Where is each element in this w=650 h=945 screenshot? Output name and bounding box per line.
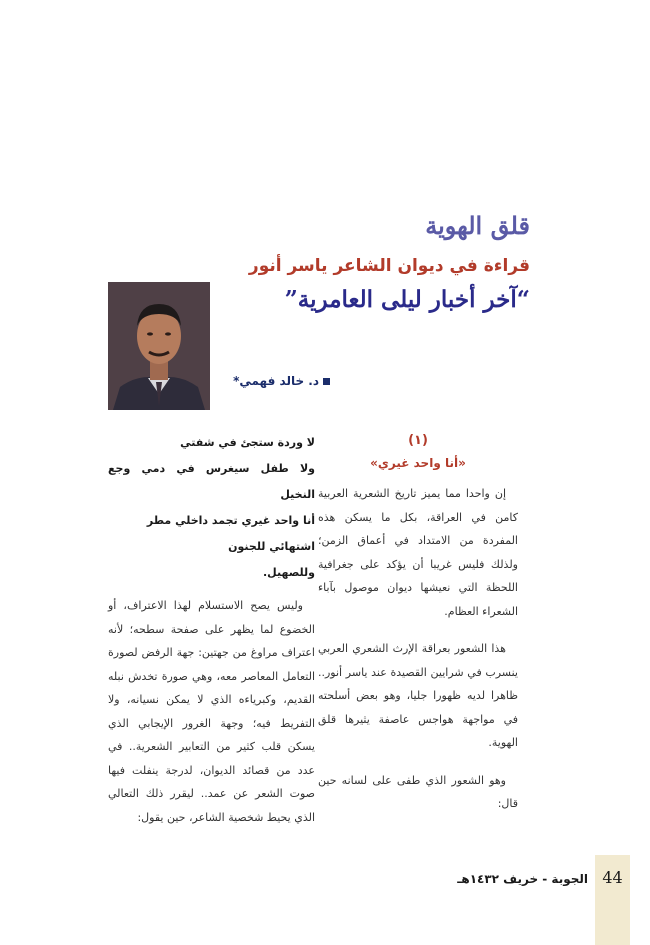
section-number: (١)	[408, 433, 428, 448]
author-name: د. خالد فهمي*	[233, 374, 319, 388]
right-column	[318, 430, 518, 830]
paragraph: هذا الشعور بعراقة الإرث الشعري العربي ينسرب في شرايين القصيدة عند ياسر أنور.. ظاهرا لديه ظهورا جليا، وهو بعض أسلحته في مواجهة هواجس عاصفة يثيرها قلق الهوية.	[318, 642, 518, 749]
left-column	[108, 430, 315, 843]
title-block	[200, 210, 530, 316]
poem-line: لا وردة ستجئ في شفتي	[180, 436, 315, 449]
section-title: «أنا واحد غيري»	[370, 456, 466, 470]
author-photo	[108, 282, 210, 410]
bullet-square-icon	[323, 378, 330, 385]
article-title: قلق الهوية	[425, 211, 530, 240]
poem-line: وللصهيل.	[262, 566, 315, 579]
paragraph: وهو الشعور الذي طفى على لسانه حين قال:	[318, 773, 518, 810]
poem-line: أنا واحد غيري تجمد داخلي مطر	[146, 514, 315, 527]
paragraph: وليس يصح الاستسلام لهذا الاعتراف، أو الخضوع لما يظهر على صفحة سطحه؛ لأنه اعتراف مراوغ من جهتين: جهة الرفض لصورة التعامل المعاصر معه، وهي صورة تخدش نبله القديم، وكبرياءه الذي لا يمكن نسيانه، ولا التفريط فيه؛ وجهة الغرور الإيجابي الذي يسكن قلب كثير من التعابير الشعرية.. في عدد من قصائد الديوان، لدرجة ينفلت فيها صوت الشعر عن عمد.. ليقرر ذلك التعالي الذي يحيط شخصية الشاعر، حين يقول:	[108, 599, 315, 824]
poem-excerpt	[108, 430, 315, 586]
book-title: “آخر أخبار ليلى العامرية”	[284, 286, 530, 313]
paragraph: إن واحدا مما يميز تاريخ الشعرية العربية كامن في العراقة، بكل ما يسكن هذه المفردة من الامتداد في أعماق الزمن؛ ولذلك فليس غريبا أن يؤكد على جغرافية اللحظة التي نعيشها ديوان موصول بآباء الشعراء العظام.	[318, 487, 518, 618]
poem-line: اشتهائي للجنون	[228, 540, 315, 553]
journal-footer: الجوبة - خريف ١٤٣٢هـ	[457, 872, 588, 886]
portrait-photo-icon	[108, 282, 210, 410]
article-subtitle: قراءة في ديوان الشاعر ياسر أنور	[248, 256, 530, 276]
page-number: 44	[602, 868, 623, 887]
author-byline	[220, 374, 330, 388]
poem-line: ولا طفل سيغرس في دمي وجع النخيل	[108, 462, 315, 501]
